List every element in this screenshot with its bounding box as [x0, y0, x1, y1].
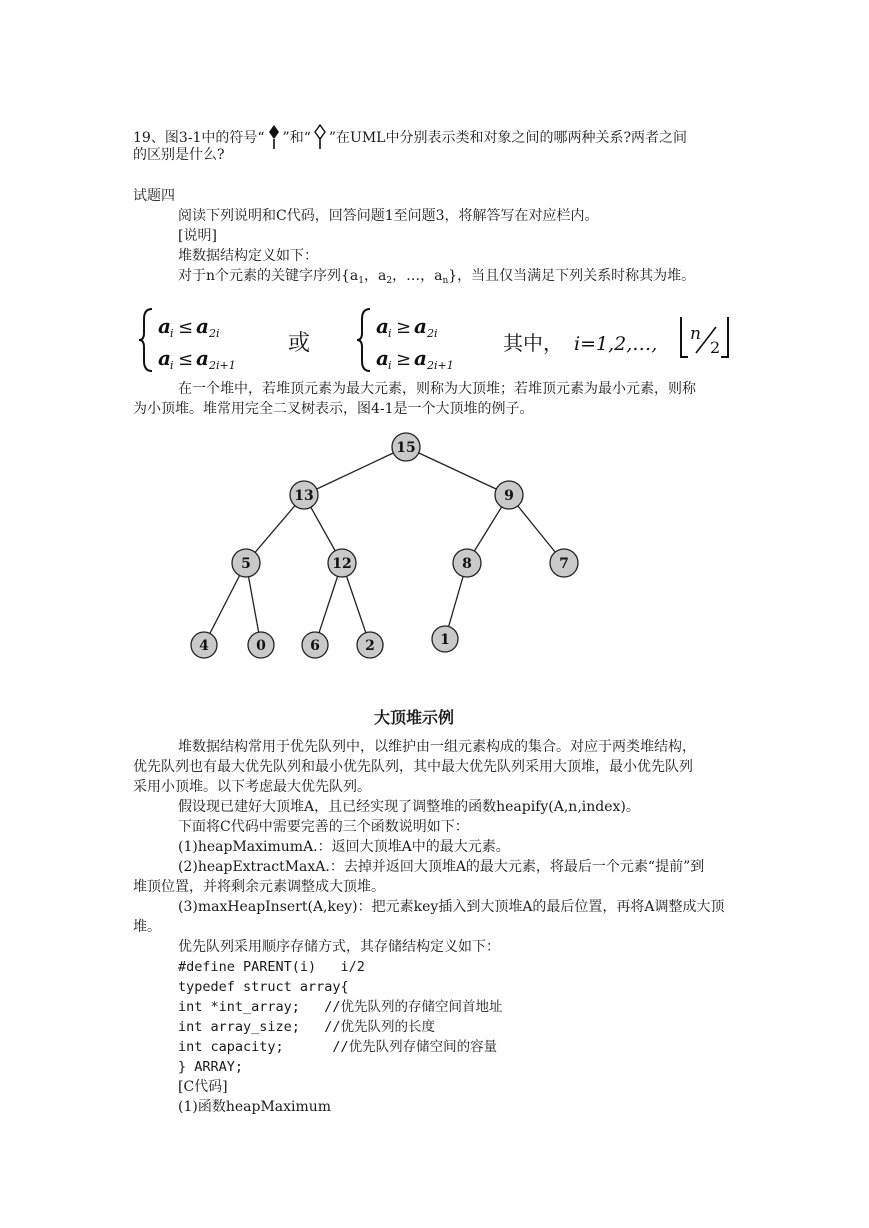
formula-i2: i: [170, 359, 174, 372]
formula-a8: a: [414, 346, 427, 370]
q19-text-b: ”和“: [282, 130, 311, 146]
function-1-desc: (1)heapMaximumA.：返回大顶堆A中的最大元素。: [178, 839, 510, 855]
formula-a1: a: [158, 314, 171, 338]
formula-a4: a: [196, 346, 209, 370]
formula-range: i=1,2,…,: [574, 333, 658, 355]
function-heading: (1)函数heapMaximum: [178, 1099, 332, 1115]
code-line-6: } ARRAY;: [178, 1059, 244, 1075]
figure-caption: 大顶堆示例: [374, 708, 455, 727]
formula-le1: ≤: [178, 317, 194, 338]
assume-text: 假设现已建好大顶堆A，且已经实现了调整堆的函数heapify(A,n,index)。: [178, 799, 640, 815]
formula-a3: a: [158, 346, 171, 370]
tree-node-4: 4: [199, 638, 209, 654]
heap-formula: [138, 305, 738, 375]
tree-node-6: 6: [310, 638, 320, 654]
formula-two: 2: [710, 338, 721, 357]
tree-node-8: 8: [462, 556, 472, 572]
below-text: 下面将C代码中需要完善的三个函数说明如下：: [178, 819, 469, 835]
code-line-5: int capacity; //优先队列存储空间的容量: [178, 1039, 498, 1055]
hollow-diamond-aggregation-icon: [311, 124, 329, 150]
formula-a6: a: [414, 314, 427, 338]
formula-s2i-1: 2i: [209, 327, 220, 340]
seq-sep-2: ，…，a: [392, 268, 443, 284]
formula-i3: i: [388, 327, 392, 340]
formula-s2i-2: 2i: [427, 327, 438, 340]
tree-node-0: 0: [256, 638, 266, 654]
tree-node-5: 5: [241, 556, 251, 572]
formula-a2: a: [196, 314, 209, 338]
c-code-label: [C代码]: [178, 1079, 228, 1095]
sequence-definition: [178, 267, 695, 290]
code-line-4: int array_size; //优先队列的长度: [178, 1019, 436, 1035]
question-19-line2: 的区别是什么?: [133, 147, 225, 163]
q19-text-a: 19、图3-1中的符号“: [133, 130, 265, 146]
formula-ge2: ≥: [396, 349, 412, 370]
intro-text: 阅读下列说明和C代码，回答问题1至问题3，将解答写在对应栏内。: [178, 208, 599, 224]
function-3-desc-b: 堆。: [133, 919, 161, 935]
q19-text-c: ”在UML中分别表示类和对象之间的哪两种关系?两者之间: [328, 130, 687, 146]
seq-text-b: }，当且仅当满足下列关系时称其为堆。: [448, 268, 696, 284]
function-2-desc-a: (2)heapExtractMaxA.：去掉并返回大顶堆A的最大元素，将最后一个元素“提前”到: [178, 859, 705, 875]
filled-diamond-aggregation-icon: [265, 124, 283, 150]
formula-i1: i: [170, 327, 174, 340]
formula-s2i1-1: 2i+1: [209, 359, 236, 372]
seq-text-a: 对于n个元素的关键字序列{a: [178, 268, 359, 284]
formula-a7: a: [376, 346, 389, 370]
tree-node-13: 13: [294, 488, 314, 504]
code-line-2: typedef struct array{: [178, 979, 349, 995]
para-max-line1: 在一个堆中，若堆顶元素为最大元素，则称为大顶堆；若堆顶元素为最小元素，则称: [178, 381, 696, 397]
formula-or: 或: [288, 331, 311, 356]
formula-i4: i: [388, 359, 392, 372]
seq-sub-2: 2: [386, 276, 393, 286]
function-3-desc-a: (3)maxHeapInsert(A,key)：把元素key插入到大顶堆A的最后位置，再将A调整成大顶: [178, 899, 725, 915]
code-line-3: int *int_array; //优先队列的存储空间首地址: [178, 999, 503, 1015]
para-pq-line1: 堆数据结构常用于优先队列中，以维护由一组元素构成的集合。对应于两类堆结构，: [178, 739, 696, 755]
formula-n: n: [690, 324, 701, 344]
formula-ge1: ≥: [396, 317, 412, 338]
code-line-1: #define PARENT(i) i/2: [178, 959, 365, 975]
tree-node-9: 9: [504, 488, 514, 504]
function-2-desc-b: 堆顶位置，并将剩余元素调整成大顶堆。: [133, 879, 385, 895]
heap-definition: 堆数据结构定义如下：: [178, 248, 318, 264]
section-title: 试题四: [133, 188, 175, 204]
formula-le2: ≤: [178, 349, 194, 370]
formula-s2i1-2: 2i+1: [427, 359, 454, 372]
para-max-line2: 为小顶堆。堆常用完全二叉树表示，图4-1是一个大顶堆的例子。: [133, 401, 534, 417]
explain-label: [说明]: [178, 228, 217, 244]
formula-a5: a: [376, 314, 389, 338]
tree-node-2: 2: [365, 638, 375, 654]
seq-sub-n: n: [442, 276, 449, 286]
tree-node-15: 15: [396, 440, 416, 456]
storage-text: 优先队列采用顺序存储方式，其存储结构定义如下：: [178, 939, 500, 955]
tree-node-12: 12: [332, 556, 352, 572]
tree-node-1: 1: [440, 632, 450, 648]
seq-sub-1: 1: [358, 276, 365, 286]
tree-node-7: 7: [559, 556, 569, 572]
seq-sep-1: ，a: [364, 268, 387, 284]
para-pq-line2: 优先队列也有最大优先队列和最小优先队列，其中最大优先队列采用大顶堆，最小优先队列: [133, 759, 693, 775]
max-heap-tree-diagram: [178, 425, 618, 665]
formula-where: 其中，: [503, 331, 563, 355]
para-pq-line3: 采用小顶堆。以下考虑最大优先队列。: [133, 779, 371, 795]
